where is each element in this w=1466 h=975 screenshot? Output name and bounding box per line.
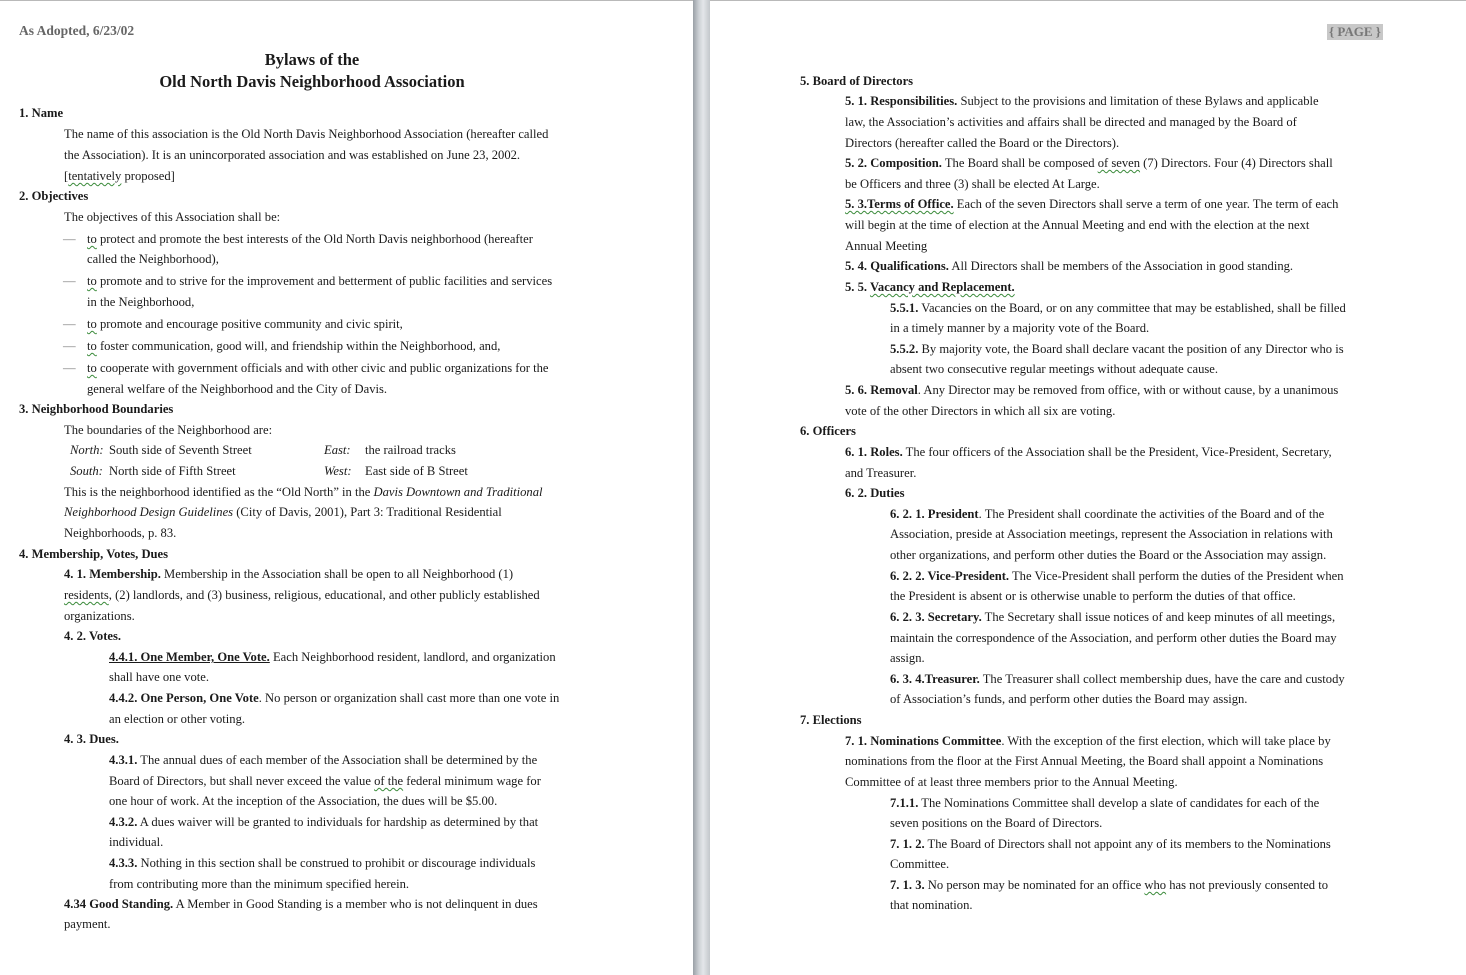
page-number-field: { PAGE }: [1329, 24, 1381, 39]
vacancy-rule-line: in a timely manner by a majority vote of the Board.: [890, 321, 1150, 335]
roles-line: and Treasurer.: [845, 466, 917, 480]
objective-item-cont: general welfare of the Neighborhood and the City of Davis.: [87, 382, 388, 396]
left-page: [0, 0, 693, 975]
dues-rule-line: from contributing more than the minimum specified herein.: [109, 877, 410, 891]
duties-heading: 6. 2. Duties: [845, 486, 905, 500]
boundary-north-value: South side of Seventh Street: [109, 443, 252, 457]
responsibilities-line: law, the Association’s activities and affairs shall be directed and managed by the Board of: [845, 115, 1297, 129]
document-title-line-1: Bylaws of the: [264, 50, 360, 69]
good-standing-line: payment.: [64, 917, 111, 931]
terms-line: 5. 3.Terms of Office. Each of the seven Directors shall serve a term of one year. The term of each: [845, 197, 1339, 211]
composition-line: 5. 2. Composition. The Board shall be composed of seven (7) Directors. Four (4) Directors shall: [845, 156, 1333, 170]
running-header: As Adopted, 6/23/02: [19, 23, 135, 38]
dues-rule-line: 4.3.2. A dues waiver will be granted to individuals for hardship as determined by that: [109, 815, 539, 829]
boundary-south-value: North side of Fifth Street: [109, 464, 236, 478]
document-title-line-2: Old North Davis Neighborhood Association: [159, 72, 465, 91]
treasurer-line: of Association’s funds, and perform other duties the Board may assign.: [890, 692, 1248, 706]
removal-line: vote of the other Directors in which all six are voting.: [845, 404, 1116, 418]
secretary-line: maintain the correspondence of the Association, and perform other duties the Board may: [890, 631, 1337, 645]
bullet-dash: —: [63, 339, 76, 353]
president-line: Association, preside at Association meetings, represent the Association in relations with: [890, 527, 1333, 541]
vacancy-rule-line: absent two consecutive regular meetings without adequate cause.: [890, 362, 1219, 376]
good-standing-line: 4.34 Good Standing. A Member in Good Standing is a member who is not delinquent in dues: [64, 897, 538, 911]
boundary-west-value: East side of B Street: [365, 464, 468, 478]
boundary-east-label: East:: [324, 443, 351, 457]
dues-rule-line: individual.: [109, 835, 164, 849]
vacancy-rule-line: 5.5.1. Vacancies on the Board, or on any committee that may be established, shall be filled: [890, 301, 1346, 315]
nominations-line: Committee of at least three members prior to the Annual Meeting.: [845, 775, 1178, 789]
terms-line: Annual Meeting: [845, 239, 928, 253]
secretary-line: assign.: [890, 651, 925, 665]
bullet-dash: —: [63, 361, 76, 375]
roles-line: 6. 1. Roles. The four officers of the Association shall be the President, Vice-President, Secretary,: [845, 445, 1332, 459]
vote-rule-line: 4.4.1. One Member, One Vote. Each Neighborhood resident, landlord, and organization: [109, 650, 556, 664]
boundary-north-label: North:: [70, 443, 104, 457]
election-rule-line: 7. 1. 3. No person may be nominated for an office who has not previously consented to: [890, 878, 1329, 892]
section-3-text-line: Neighborhoods, p. 83.: [64, 526, 177, 540]
section-3-text-line: This is the neighborhood identified as the “Old North” in the Davis Downtown and Traditional: [64, 485, 543, 499]
section-3-heading: 3. Neighborhood Boundaries: [19, 402, 174, 416]
responsibilities-line: 5. 1. Responsibilities. Subject to the provisions and limitation of these Bylaws and applicable: [845, 94, 1319, 108]
bullet-dash: —: [63, 274, 76, 288]
section-5-heading: 5. Board of Directors: [800, 74, 914, 88]
nominations-line: nominations from the floor at the First Annual Meeting, the Board shall appoint a Nominations: [845, 754, 1324, 768]
vote-rule-line: an election or other voting.: [109, 712, 246, 726]
dues-rule-line: Board of Directors, but shall never exceed the value of the federal minimum wage for: [109, 774, 541, 788]
election-rule-line: that nomination.: [890, 898, 973, 912]
vice-president-line: the President is absent or is otherwise unable to perform the duties of that office.: [890, 589, 1296, 603]
bullet-dash: —: [63, 232, 76, 246]
vice-president-line: 6. 2. 2. Vice-President. The Vice-President shall perform the duties of the President when: [890, 569, 1344, 583]
objectives-intro: The objectives of this Association shall be:: [64, 210, 281, 224]
removal-line: 5. 6. Removal. Any Director may be removed from office, with or without cause, by a unanimous: [845, 383, 1339, 397]
dues-rule-line: 4.3.1. The annual dues of each member of the Association shall be determined by the: [109, 753, 538, 767]
election-rule-line: seven positions on the Board of Directors.: [890, 816, 1103, 830]
section-2-heading: 2. Objectives: [19, 189, 89, 203]
objective-item: to promote and encourage positive community and civic spirit,: [87, 317, 403, 331]
bullet-dash: —: [63, 317, 76, 331]
dues-rule-line: 4.3.3. Nothing in this section shall be construed to prohibit or discourage individuals: [109, 856, 536, 870]
objective-item: to protect and promote the best interests of the Old North Davis neighborhood (hereafter: [87, 232, 533, 246]
boundary-south-label: South:: [70, 464, 103, 478]
objective-item: to foster communication, good will, and friendship within the Neighborhood, and,: [87, 339, 501, 353]
section-1-text-line: the Association). It is an unincorporated association and was established on June 23, 2002.: [64, 148, 521, 162]
composition-line: be Officers and three (3) shall be elected At Large.: [845, 177, 1100, 191]
section-1-text-line: The name of this association is the Old North Davis Neighborhood Association (hereafter called: [64, 127, 549, 141]
section-3-text-line: Neighborhood Design Guidelines (City of Davis, 2001), Part 3: Traditional Residential: [64, 505, 502, 519]
vote-rule-line: 4.4.2. One Person, One Vote. No person or organization shall cast more than one vote in: [109, 691, 560, 705]
president-line: other organizations, and perform other duties the Board or the Association may assign.: [890, 548, 1327, 562]
objective-item-cont: called the Neighborhood),: [87, 252, 219, 266]
section-1-heading: 1. Name: [19, 106, 64, 120]
membership-line: residents, (2) landlords, and (3) business, religious, educational, and other publicly established: [64, 588, 540, 602]
election-rule-line: Committee.: [890, 857, 950, 871]
objective-item: to cooperate with government officials and with other civic and public organizations for the: [87, 361, 549, 375]
section-4-heading: 4. Membership, Votes, Dues: [19, 547, 169, 561]
membership-line: organizations.: [64, 609, 135, 623]
objective-item: to promote and to strive for the improvement and betterment of public facilities and services: [87, 274, 553, 288]
votes-heading: 4. 2. Votes.: [64, 629, 122, 643]
vacancy-rule-line: 5.5.2. By majority vote, the Board shall declare vacant the position of any Director who is: [890, 342, 1344, 356]
nominations-line: 7. 1. Nominations Committee. With the exception of the first election, which will take place by: [845, 734, 1331, 748]
dues-rule-line: one hour of work. At the inception of the Association, the dues will be $5.00.: [109, 794, 498, 808]
dues-heading: 4. 3. Dues.: [64, 732, 119, 746]
section-1-text-line: [tentatively proposed]: [64, 169, 175, 183]
election-rule-line: 7.1.1. The Nominations Committee shall develop a slate of candidates for each of the: [890, 796, 1320, 810]
page-gutter: [693, 0, 710, 975]
section-6-heading: 6. Officers: [800, 424, 856, 438]
right-page: [710, 0, 1466, 975]
membership-line: 4. 1. Membership. Membership in the Association shall be open to all Neighborhood (1): [64, 567, 514, 581]
spellcheck-word: tentatively: [68, 169, 122, 183]
vacancy-heading: 5. 5. Vacancy and Replacement.: [845, 280, 1015, 294]
president-line: 6. 2. 1. President. The President shall coordinate the activities of the Board and of the: [890, 507, 1325, 521]
qualifications-line: 5. 4. Qualifications. All Directors shall be members of the Association in good standing.: [845, 259, 1294, 273]
election-rule-line: 7. 1. 2. The Board of Directors shall not appoint any of its members to the Nominations: [890, 837, 1331, 851]
objective-item-cont: in the Neighborhood,: [87, 295, 195, 309]
boundary-west-label: West:: [324, 464, 352, 478]
responsibilities-line: Directors (hereafter called the Board or the Directors).: [845, 136, 1120, 150]
treasurer-line: 6. 3. 4.Treasurer. The Treasurer shall collect membership dues, have the care and custody: [890, 672, 1345, 686]
boundaries-intro: The boundaries of the Neighborhood are:: [64, 423, 273, 437]
boundary-east-value: the railroad tracks: [365, 443, 456, 457]
terms-line: will begin at the time of election at the Annual Meeting and end with the election at the next: [845, 218, 1310, 232]
vote-rule-line: shall have one vote.: [109, 670, 210, 684]
secretary-line: 6. 2. 3. Secretary. The Secretary shall issue notices of and keep minutes of all meetings,: [890, 610, 1336, 624]
section-7-heading: 7. Elections: [800, 713, 862, 727]
